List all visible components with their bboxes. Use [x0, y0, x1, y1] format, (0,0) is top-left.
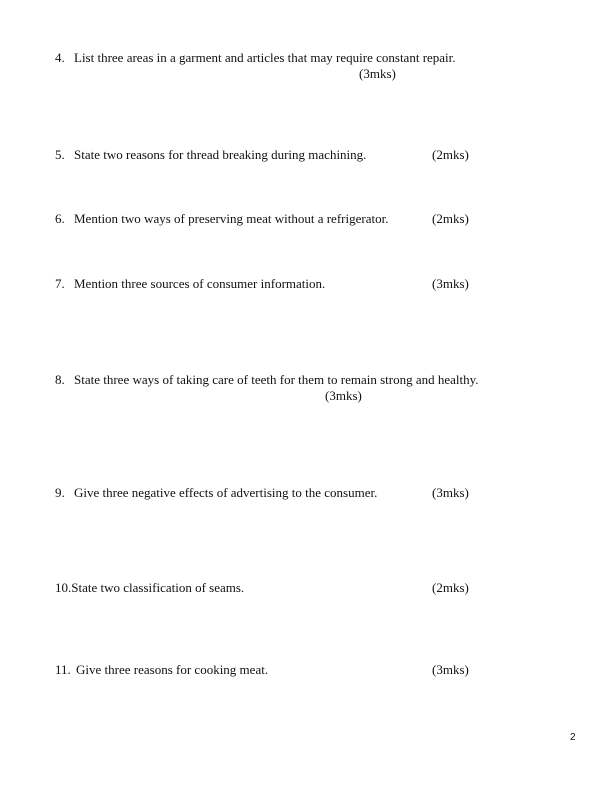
question-11 — [55, 662, 268, 677]
question-text: Give three negative effects of advertising to the consumer. — [74, 485, 378, 500]
question-text: Mention three sources of consumer information. — [74, 276, 326, 291]
question-11-marks: (3mks) — [432, 662, 469, 677]
question-4 — [55, 50, 456, 65]
question-text: State two reasons for thread breaking during machining. — [74, 147, 367, 162]
page-number: 2 — [570, 732, 576, 743]
question-5-marks: (2mks) — [432, 147, 469, 162]
question-8-marks: (3mks) — [325, 388, 362, 403]
question-10-marks: (2mks) — [432, 580, 469, 595]
question-text: State two classification of seams. — [71, 580, 245, 595]
question-number: 5. — [55, 147, 65, 162]
question-8 — [55, 372, 479, 387]
question-5 — [55, 147, 366, 162]
question-number: 11. — [55, 662, 71, 677]
question-text: State three ways of taking care of teeth for them to remain strong and healthy. — [74, 372, 479, 387]
question-text: List three areas in a garment and articles that may require constant repair. — [74, 50, 456, 65]
question-10 — [55, 580, 244, 595]
question-7-marks: (3mks) — [432, 276, 469, 291]
question-6 — [55, 211, 388, 226]
question-9-marks: (3mks) — [432, 485, 469, 500]
question-number: 7. — [55, 276, 65, 291]
question-number: 10. — [55, 580, 72, 595]
question-text: Mention two ways of preserving meat without a refrigerator. — [74, 211, 389, 226]
question-number: 4. — [55, 50, 65, 65]
question-text: Give three reasons for cooking meat. — [76, 662, 269, 677]
question-number: 6. — [55, 211, 65, 226]
question-6-marks: (2mks) — [432, 211, 469, 226]
question-9 — [55, 485, 377, 500]
question-number: 8. — [55, 372, 65, 387]
question-7 — [55, 276, 325, 291]
question-4-marks: (3mks) — [359, 66, 396, 81]
question-number: 9. — [55, 485, 65, 500]
